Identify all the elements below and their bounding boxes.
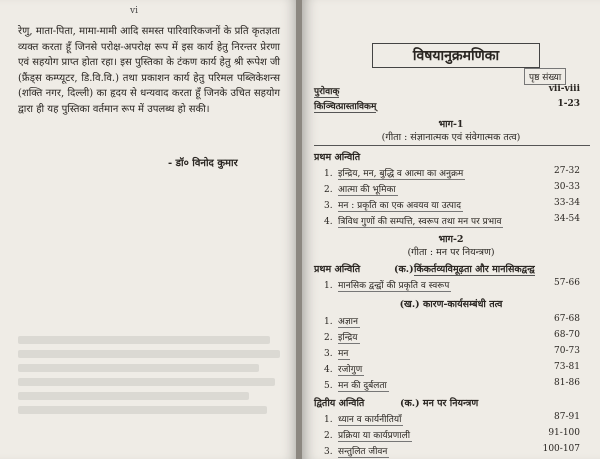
part-heading: भाग-2 [438,234,464,245]
list-item: 4. रजोगुण 73-81 [324,362,580,375]
section-title: किंकर्तव्यविमूढ़ता और मानसिकद्वन्द्व [414,264,535,275]
acknowledgement-paragraph: रेणु, माता-पिता, मामा-मामी आदि समस्त पारिवारिकजनों के प्रति कृतज्ञता व्यक्त करता हूँ जिनसे परोक्ष-अपरोक्ष रूप में इस कार्य हेतु निरन्तर प्रेरणा एवं सहयोग प्राप्त होता रहा। इस पुस्तिका के टंकण कार्य हेतु श्री रूपेश जी (फ्रैंड्स कम्प्यूटर, डि.वि.वि.) तथा प्रकाशन कार्य हेतु परिमल पब्लिकेशन्स (शक्ति नगर, दिल्ली) का हृदय से धन्यवाद करता हूँ जिनके उचित सहयोग द्वारा ही यह पुस्तिका वर्तमान रूप में उपलब्ध हो सकी। [18,26,280,115]
section-title: (ख.) कारण-कार्यसम्बंधी तत्व [399,299,503,310]
list-item: 1. मानसिक द्वन्द्वों की प्रकृति व स्वरूप 57-66 [324,278,580,291]
part-subheading: (गीता : मन पर नियन्त्रण) [407,247,495,258]
list-item: 4. त्रिविध गुणों की सम्पत्ति, स्वरूप तथा मन पर प्रभाव 34-54 [324,214,580,227]
author-signature: - डॉ० विनोद कुमार [168,158,238,169]
toc-row: पुरोवाक् vii-viii [314,84,580,97]
right-page [302,0,600,459]
section-label: द्वितीय अन्विति [314,398,365,409]
list-item: 2. प्रक्रिया या कार्यप्रणाली 91-100 [324,428,580,441]
list-item: 3. मन : प्रकृति का एक अवयव या उत्पाद 33-34 [324,198,580,211]
list-item: 3. मन 70-73 [324,346,580,359]
page-column-header: पृष्ठ संख्या [524,68,566,85]
section-title: (क.) मन पर नियन्त्रण [400,398,479,409]
section-label: प्रथम अन्विति [314,152,361,163]
left-page [0,0,296,459]
part-subheading: (गीता : संज्ञानात्मक एवं संवेगात्मक तत्व) [381,132,521,143]
list-item: 2. आत्मा की भूमिका 30-33 [324,182,580,195]
list-item: 3. सन्तुलित जीवन 100-107 [324,444,580,457]
list-item: 1. इन्द्रिय, मन, बुद्धि व आत्मा का अनुक्रम 27-32 [324,166,580,179]
list-item: 1. ध्यान व कार्यनीतियाँ 87-91 [324,412,580,425]
part-heading: भाग-1 [438,119,464,130]
page-number: vi [130,6,138,16]
list-item: 2. इन्द्रिय 68-70 [324,330,580,343]
section-label: प्रथम अन्विति [314,264,361,275]
contents-title: विषयानुक्रमणिका [372,43,540,68]
list-item: 5. मन की दुर्बलता 81-86 [324,378,580,391]
divider [314,145,590,146]
list-item: 1. अज्ञान 67-68 [324,314,580,327]
bleed-through-text [18,330,280,454]
toc-row: किञ्चित्प्रास्ताविकम् 1-23 [314,99,580,112]
section-marker: (क.) [394,264,414,275]
